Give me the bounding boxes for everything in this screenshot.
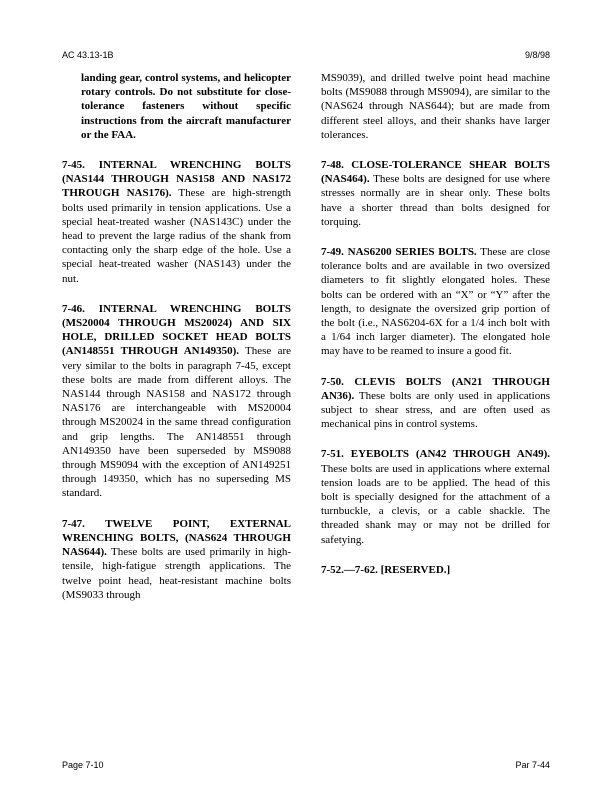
paragraph-reference: Par 7-44 bbox=[515, 760, 550, 770]
paragraph-heading: 7-49. NAS6200 SERIES BOLTS. bbox=[321, 246, 477, 259]
paragraph-heading: 7-45. INTERNAL WRENCHING BOLTS (NAS144 THROUGH NAS158 AND NAS172 THROUGH NAS176). bbox=[62, 159, 291, 200]
paragraph-7-50 bbox=[321, 375, 550, 432]
paragraph-heading: 7-52.—7-62. [RESERVED.] bbox=[321, 563, 451, 576]
warning-continuation: landing gear, control systems, and helicopter rotary controls. Do not substitute for close-tolerance fasteners without specific instructions from the aircraft manufacturer or the FAA. bbox=[81, 72, 291, 141]
page-number: Page 7-10 bbox=[62, 760, 104, 770]
paragraph-body: These are high-strength bolts used primarily in tension applications. Use a special heat-treated washer (NAS143C) under the head to prevent the large radius of the shank from contacting only the sharp edge of the hole. Use a special heat-treated washer (NAS143) under the nut. bbox=[62, 187, 292, 285]
paragraph-heading: 7-47. TWELVE POINT, EXTERNAL WRENCHING BOLTS, (NAS624 THROUGH NAS644). bbox=[62, 517, 291, 559]
paragraph-body: These are close tolerance bolts and are available in two oversized diameters to fit slightly elongated holes. These bolts can be ordered with an “X” or “Y” after the length, to designate the oversized grip portion of the bolt (i.e., NAS6204-6X for a 1/4 inch bolt with a 1/64 inch larger diameter). The elongated hole may have to be reamed to insure a good fit. bbox=[321, 246, 550, 358]
paragraph-7-45 bbox=[62, 158, 291, 286]
paragraph-body: These bolts are used primarily in high-tensile, high-fatigue strength applications. The twelve point head, heat-resistant machine bolts (MS9033 through bbox=[62, 546, 291, 601]
paragraph-heading: 7-51. EYEBOLTS (AN42 THROUGH AN49). bbox=[321, 448, 550, 461]
paragraph-body: These are very similar to the bolts in paragraph 7-45, except these bolts are made from different alloys. The NAS144 through NAS158 and NAS172 through NAS176 are interchangeable with MS20004 through MS20024 in the same thread configuration and grip lengths. The AN148551 through AN149350 have been superseded by MS9088 through MS9094 with the exception of AN149251 through 149350, which has no superseding MS standard. bbox=[62, 345, 291, 500]
paragraph-body: These bolts are designed for use where stresses normally are in shear only. These bolts have a shorter thread than bolts designed for torquing. bbox=[321, 173, 550, 228]
right-column bbox=[321, 71, 550, 731]
paragraph-body: These bolts are only used in applications subject to shear stress, and are often used as mechanical pins in control systems. bbox=[321, 389, 550, 431]
left-column bbox=[62, 71, 291, 731]
paragraph-heading: 7-46. INTERNAL WRENCHING BOLTS (MS20004 THROUGH MS20024) AND SIX HOLE, DRILLED SOCKET HEAD BOLTS (AN148551 THROUGH AN149350). bbox=[62, 302, 291, 358]
paragraph-7-47-continued: MS9039), and drilled twelve point head machine bolts (MS9088 through MS9094), are similar to the (NAS624 through NAS644); but are made from different steel alloys, and their shanks have larger tolerances. bbox=[321, 72, 550, 141]
paragraph-7-52-reserved bbox=[321, 563, 550, 577]
paragraph-7-51 bbox=[321, 447, 550, 546]
paragraph-heading: 7-48. CLOSE-TOLERANCE SHEAR BOLTS (NAS464). bbox=[321, 159, 550, 186]
paragraph-body: These bolts are used in applications where external tension loads are to be applied. The head of this bolt is specially designed for the attachment of a turnbuckle, a clevis, or a cable shackle. The threaded shank may or may not be drilled for safetying. bbox=[321, 462, 550, 546]
paragraph-heading: 7-50. CLEVIS BOLTS (AN21 THROUGH AN36). bbox=[321, 375, 550, 402]
document-number: AC 43.13-1B bbox=[62, 50, 114, 60]
paragraph-7-46 bbox=[62, 302, 291, 501]
document-date: 9/8/98 bbox=[524, 50, 550, 60]
page-footer bbox=[62, 760, 550, 770]
page-header bbox=[62, 50, 550, 60]
paragraph-7-48 bbox=[321, 158, 550, 229]
paragraph-7-49 bbox=[321, 245, 550, 359]
body-columns bbox=[62, 71, 550, 731]
paragraph-7-47 bbox=[62, 517, 291, 602]
